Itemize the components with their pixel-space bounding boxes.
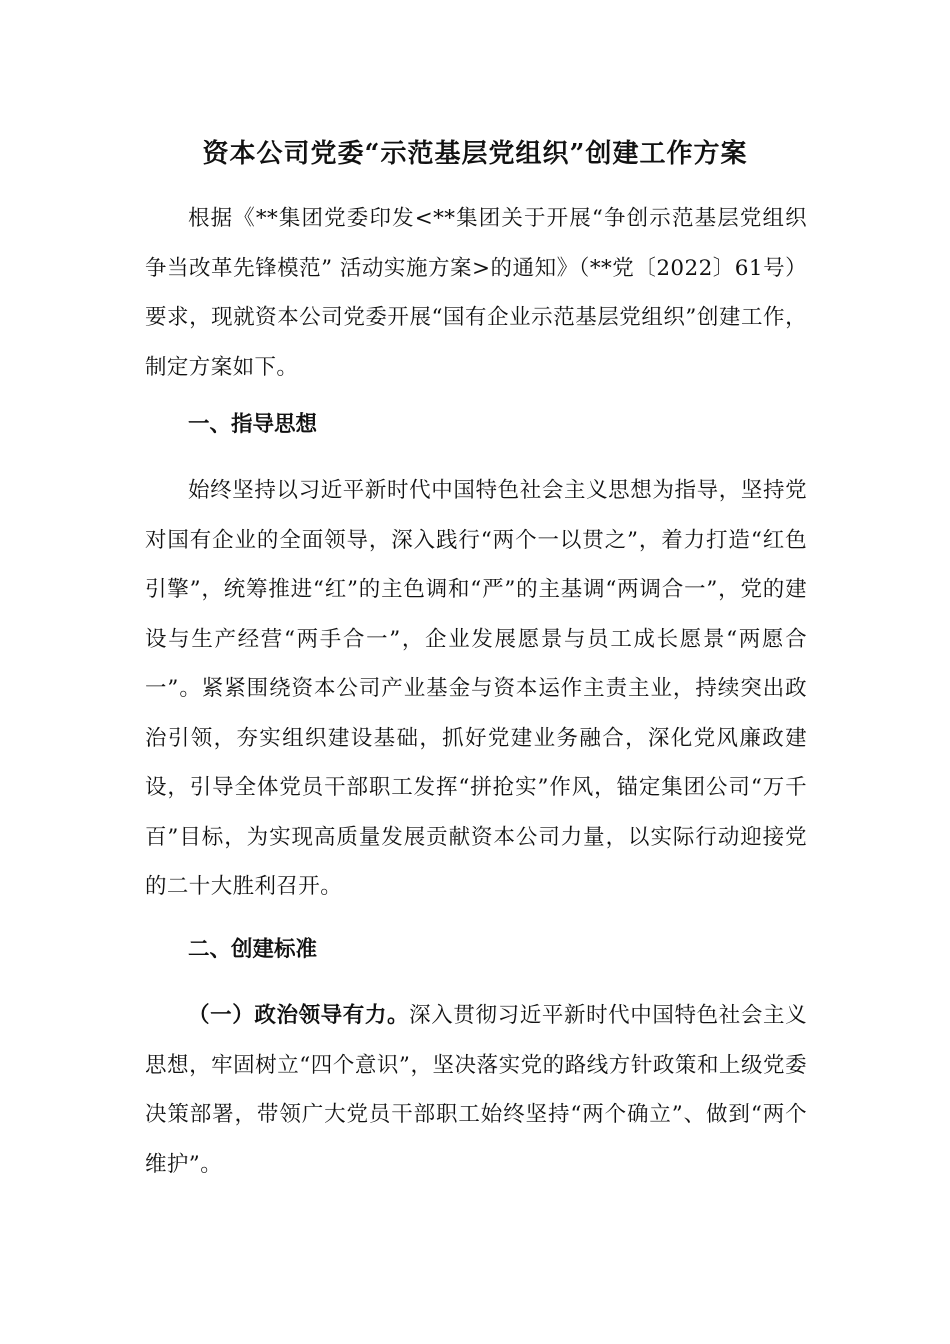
political-leadership-paragraph: [145, 991, 807, 1189]
guiding-ideology-paragraph: 始终坚持以习近平新时代中国特色社会主义思想为指导，坚持党对国有企业的全面领导，深入践行“两个一以贯之”，着力打造“红色引擎”，统筹推进“红”的主色调和“严”的主基调“两调合一”，党的建设与生产经营“两手合一”，企业发展愿景与员工成长愿景“两愿合一”。紧紧围绕资本公司产业基金与资本运作主责主业，持续突出政治引领，夯实组织建设基础，抓好党建业务融合，深化党风廉政建设，引导全体党员干部职工发挥“拼抢实”作风，锚定集团公司“万千百”目标，为实现高质量发展贡献资本公司力量，以实际行动迎接党的二十大胜利召开。: [145, 478, 807, 899]
section-heading-guiding-ideology: 一、指导思想: [188, 412, 318, 437]
section-heading-creation-standards: 二、创建标准: [188, 937, 318, 962]
item-text-political-leadership: 深入贯彻习近平新时代中国特色社会主义思想，牢固树立“四个意识”，坚决落实党的路线方针政策和上级党委决策部署，带领广大党员干部职工始终坚持“两个确立”、做到“两个维护”。: [145, 1003, 807, 1177]
document-title: 资本公司党委“示范基层党组织”创建工作方案: [202, 139, 748, 169]
item-lead-political-leadership: （一）政治领导有力。: [188, 1003, 410, 1028]
intro-paragraph: 根据《**集团党委印发<**集团关于开展“争创示范基层党组织争当改革先锋模范” 活动实施方案>的通知》（**党〔2022〕61号）要求，现就资本公司党委开展“国有企业示范基层党组织”创建工作，制定方案如下。: [145, 206, 807, 380]
